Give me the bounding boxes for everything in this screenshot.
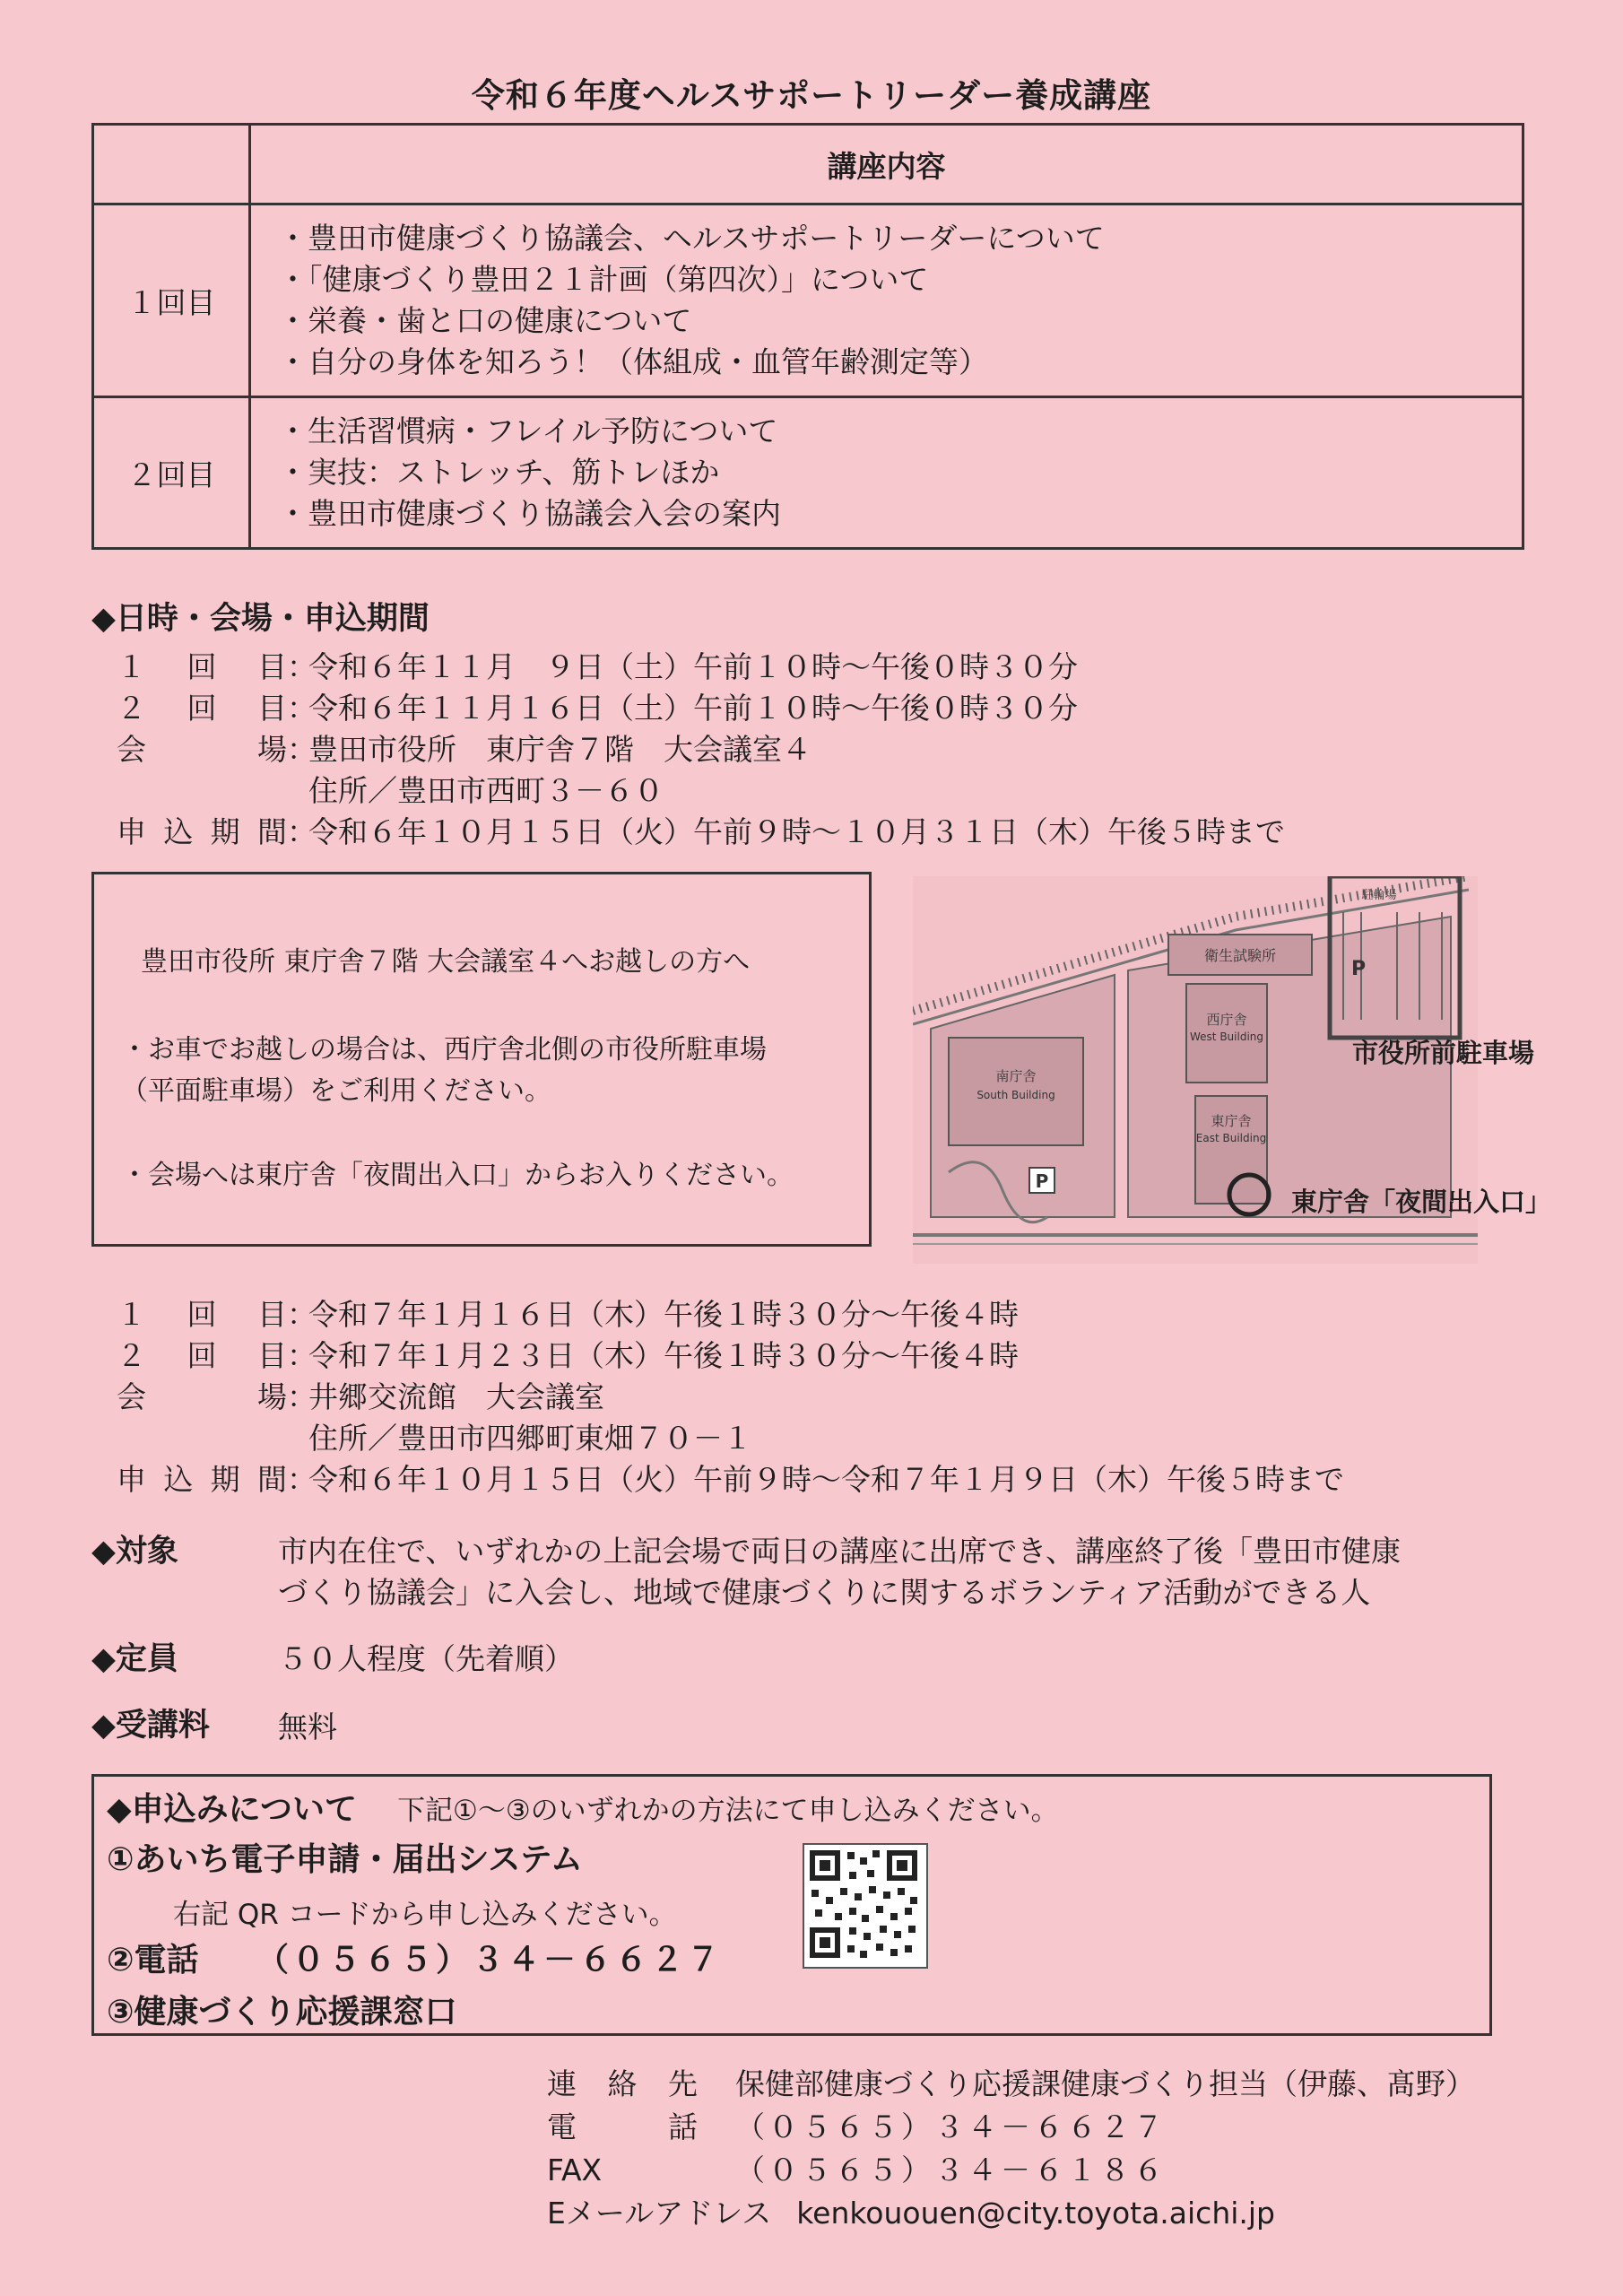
course-item: ・実技：ストレッチ、筋トレほか <box>278 455 720 490</box>
schedule-session-b <box>117 1292 1344 1498</box>
course-item: ・豊田市健康づくり協議会入会の案内 <box>278 496 781 531</box>
access-guide-box <box>91 872 872 1247</box>
apply-method-3: ③健康づくり応援課窓口 <box>107 1994 457 2031</box>
map-east-building-jp: 東庁舎 <box>1211 1113 1252 1129</box>
course-row-1 <box>93 204 1523 397</box>
schedule-row: １回目：令和７年１月１６日（木）午後１時３０分～午後４時 <box>117 1297 1019 1332</box>
contact-row: Eメールアドレス kenkououen@city.toyota.aichi.jp <box>547 2196 1276 2231</box>
course-item: ・栄養・歯と口の健康について <box>278 303 692 338</box>
schedule-heading: ◆日時・会場・申込期間 <box>91 601 430 637</box>
schedule-row: ２回目：令和７年１月２３日（木）午後１時３０分～午後４時 <box>117 1338 1019 1373</box>
schedule-row: 申込期間：令和６年１０月１５日（火）午前９時～令和７年１月９日（木）午後５時まで <box>117 1462 1344 1497</box>
course-item: ・「健康づくり豊田２１計画（第四次）」について <box>278 262 929 297</box>
access-guide-line: ・お車でお越しの場合は、西庁舎北側の市役所駐車場 <box>121 1034 767 1065</box>
map-parking-p2-icon: P <box>1035 1170 1049 1192</box>
course-table-header <box>93 125 1523 204</box>
course-item: ・自分の身体を知ろう！（体組成・血管年齢測定等） <box>278 344 988 379</box>
map-parking-label: 市役所前駐車場 <box>1352 1038 1535 1068</box>
course-item: ・豊田市健康づくり協議会、ヘルスサポートリーダーについて <box>278 221 1105 256</box>
course-content-header: 講座内容 <box>250 125 1523 204</box>
map-bicycle-parking-label: 駐輪場 <box>1361 889 1397 902</box>
schedule-row: 会場：井郷交流館 大会議室 <box>117 1379 604 1414</box>
map-east-building-en: East Building <box>1195 1132 1267 1144</box>
map-south-building-en: South Building <box>976 1089 1055 1101</box>
capacity-value: ５０人程度（先着順） <box>278 1641 574 1676</box>
access-guide-line: ・会場へは東庁舎「夜間出入口」からお入りください。 <box>121 1160 794 1191</box>
course-row-label: １回目 <box>93 204 250 397</box>
map-south-building-jp: 南庁舎 <box>995 1068 1037 1084</box>
contact-row: 連絡先 保健部健康づくり応援課健康づくり担当（伊藤、髙野） <box>547 2066 1475 2101</box>
course-item: ・生活習慣病・フレイル予防について <box>278 413 778 448</box>
map-west-building-jp: 西庁舎 <box>1206 1012 1247 1028</box>
schedule-row: 住所／豊田市西町３－６０ <box>308 773 664 808</box>
apply-box <box>91 1774 1492 2036</box>
schedule-row: １回目：令和６年１１月 ９日（土）午前１０時～午後０時３０分 <box>117 649 1078 684</box>
access-guide-line: （平面駐車場）をご利用ください。 <box>121 1075 551 1107</box>
fee-value: 無料 <box>278 1709 337 1744</box>
course-row-label: ２回目 <box>93 397 250 549</box>
map-parking-p-icon: P <box>1350 958 1367 980</box>
target-text: づくり協議会」に入会し、地域で健康づくりに関するボランティア活動ができる人 <box>278 1575 1371 1610</box>
apply-heading: ◆申込みについて <box>107 1791 357 1828</box>
course-table <box>91 123 1524 550</box>
qr-code-icon[interactable] <box>803 1843 928 1969</box>
schedule-row: ２回目：令和６年１１月１６日（土）午前１０時～午後０時３０分 <box>117 691 1078 726</box>
apply-method-1: ①あいち電子申請・届出システム <box>107 1841 583 1878</box>
target-text: 市内在住で、いずれかの上記会場で両日の講座に出席でき、講座終了後「豊田市健康 <box>278 1534 1402 1569</box>
map-entrance-label: 東庁舎「夜間出入口」 <box>1291 1187 1552 1217</box>
access-guide-title: 豊田市役所 東庁舎７階 大会議室４へお越しの方へ <box>141 946 751 978</box>
page-title: 令和６年度ヘルスサポートリーダー養成講座 <box>471 76 1152 115</box>
contact-row: FAX （０５６５）３４－６１８６ <box>547 2152 1167 2187</box>
course-row-2 <box>93 397 1523 549</box>
fee-heading: ◆受講料 <box>91 1708 210 1744</box>
schedule-session-a <box>117 644 1285 850</box>
contact-info <box>547 2061 1475 2233</box>
map-lab-label: 衛生試験所 <box>1203 947 1277 964</box>
capacity-heading: ◆定員 <box>91 1641 178 1677</box>
schedule-row: 住所／豊田市四郷町東畑７０－１ <box>308 1421 752 1456</box>
contact-email-link[interactable]: kenkououen@city.toyota.aichi.jp <box>796 2196 1276 2231</box>
apply-method-1-note: 右記 QR コードから申し込みください。 <box>173 1899 677 1931</box>
apply-phone-number: （０５６５）３４－６６２７ <box>256 1942 724 1979</box>
map-west-building-en: West Building <box>1190 1031 1263 1043</box>
target-heading: ◆対象 <box>91 1534 178 1570</box>
apply-method-2-label: ②電話 <box>107 1942 199 1979</box>
schedule-row: 申込期間：令和６年１０月１５日（火）午前９時～１０月３１日（木）午後５時まで <box>117 814 1285 849</box>
apply-intro: 下記①～③のいずれかの方法にて申し込みください。 <box>397 1795 1059 1827</box>
contact-row: 電話 （０５６５）３４－６６２７ <box>547 2109 1167 2144</box>
schedule-row: 会場：豊田市役所 東庁舎７階 大会議室４ <box>117 732 812 767</box>
